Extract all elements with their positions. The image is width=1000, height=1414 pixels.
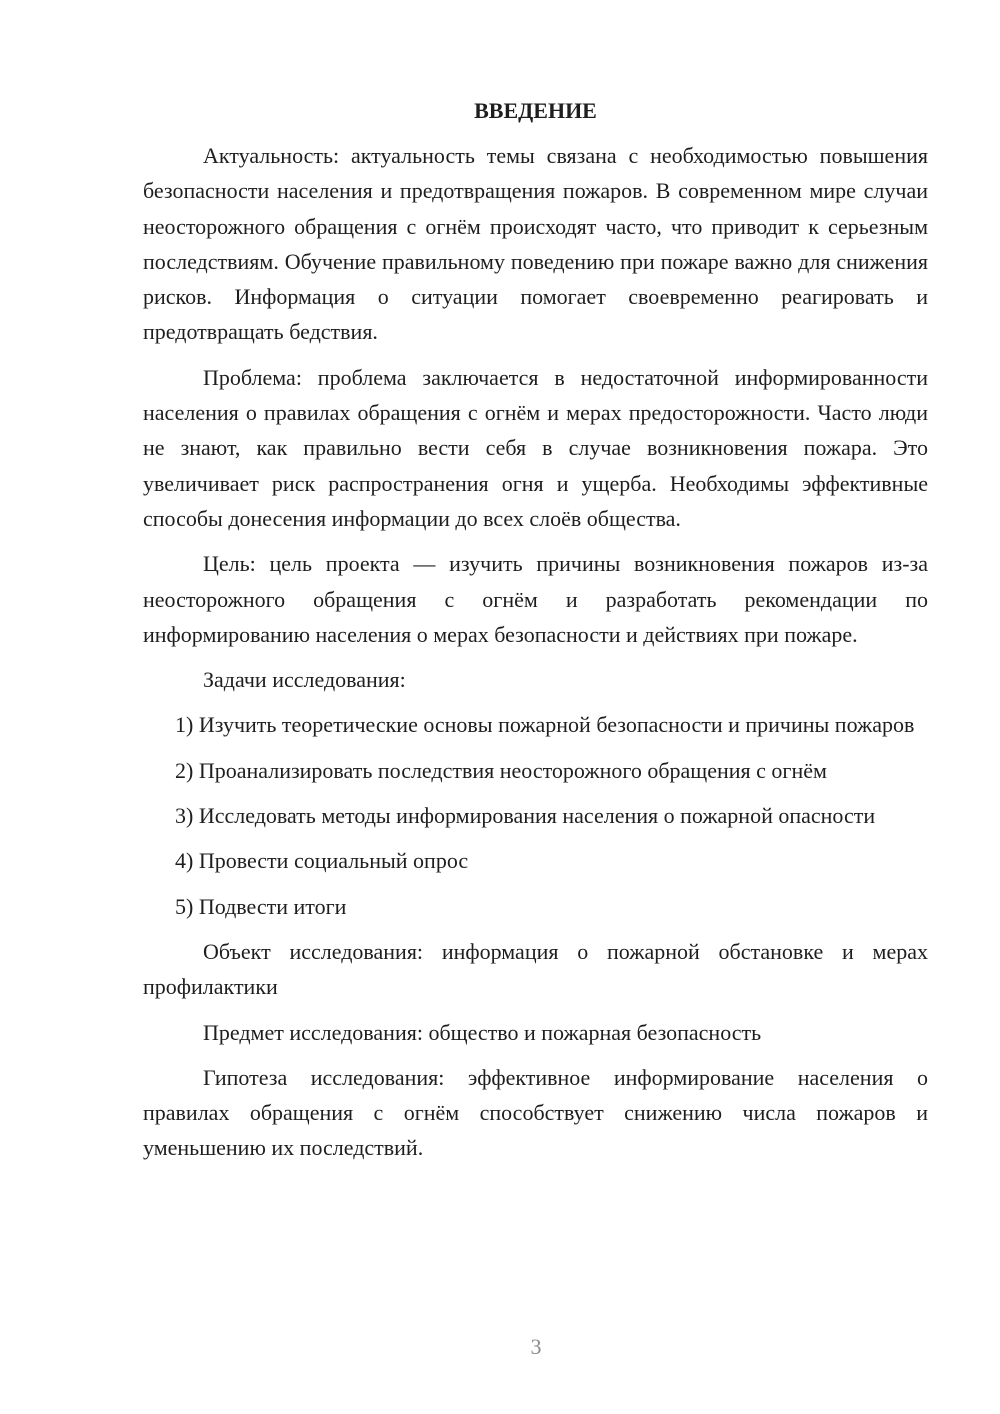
task-item: 3) Исследовать методы информирования населения о пожарной опасности xyxy=(175,803,876,829)
page-number: 3 xyxy=(530,1334,542,1359)
subject-paragraph: Предмет исследования: общество и пожарная безопасность xyxy=(203,1019,762,1045)
task-item: 1) Изучить теоретические основы пожарной безопасности и причины пожаров xyxy=(175,712,915,738)
page-body xyxy=(143,96,928,1176)
tasks-heading: Задачи исследования: xyxy=(203,667,406,693)
object-paragraph: Объект исследования: информация о пожарной обстановке и мерах профилактики xyxy=(143,938,928,1000)
relevance-paragraph: Актуальность: актуальность темы связана с необходимостью повышения безопасности населения и предотвращения пожаров. В современном мире случаи неосторожного обращения с огнём происходят часто, что приводит к серьезным последствиям. Обучение правильному поведению при пожаре важно для снижения рисков. Информация о ситуации помогает своевременно реагировать и предотвращать бедствия. xyxy=(143,143,928,345)
problem-paragraph: Проблема: проблема заключается в недостаточной информированности населения о правилах обращения с огнём и мерах предосторожности. Часто люди не знают, как правильно вести себя в случае возникновения пожара. Это увеличивает риск распространения огня и ущерба. Необходимы эффективные способы донесения информации до всех слоёв общества. xyxy=(143,364,928,531)
tasks-list xyxy=(143,707,928,923)
task-item: 2) Проанализировать последствия неосторожного обращения с огнём xyxy=(175,757,827,783)
section-title: ВВЕДЕНИЕ xyxy=(474,98,597,123)
task-item: 4) Провести социальный опрос xyxy=(175,848,469,874)
hypothesis-paragraph: Гипотеза исследования: эффективное информирование населения о правилах обращения с огнём способствует снижению числа пожаров и уменьшению их последствий. xyxy=(143,1064,928,1161)
task-item: 5) Подвести итоги xyxy=(175,893,347,919)
goal-paragraph: Цель: цель проекта — изучить причины возникновения пожаров из-за неосторожного обращения с огнём и разработать рекомендации по информированию населения о мерах безопасности и действиях при пожаре. xyxy=(143,551,928,647)
